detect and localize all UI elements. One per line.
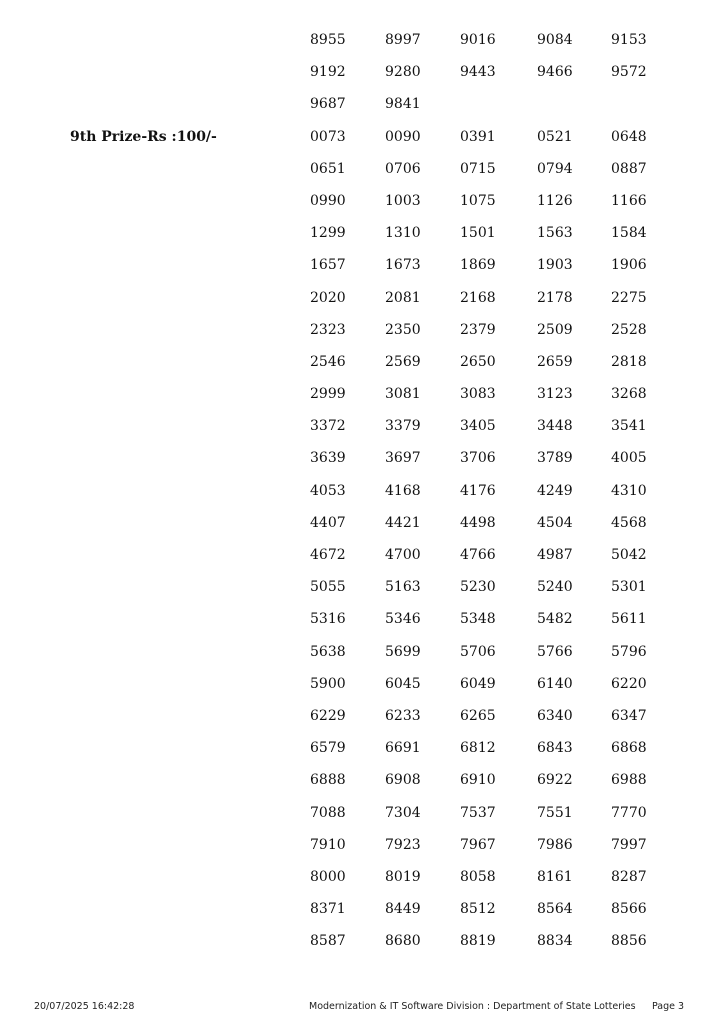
ticket-number: 6843 [537, 740, 573, 757]
ticket-number-row [0, 378, 724, 410]
ticket-number: 3405 [460, 418, 496, 435]
ticket-number: 4249 [537, 482, 573, 499]
prize-label: 9th Prize-Rs :100/- [70, 128, 217, 145]
ticket-number: 0648 [611, 128, 647, 145]
ticket-number: 9466 [537, 64, 573, 81]
ticket-number-row [0, 346, 724, 378]
ticket-number: 8834 [537, 933, 573, 950]
ticket-number: 0887 [611, 160, 647, 177]
ticket-number: 3268 [611, 386, 647, 403]
ticket-number-row [0, 217, 724, 249]
ticket-number: 1673 [385, 257, 421, 274]
ticket-number: 9443 [460, 64, 496, 81]
ticket-number: 0706 [385, 160, 421, 177]
ticket-number: 4005 [611, 450, 647, 467]
ticket-number: 5346 [385, 611, 421, 628]
ticket-number-row [0, 282, 724, 314]
ticket-number: 4987 [537, 547, 573, 563]
ticket-number: 0090 [385, 128, 421, 145]
ticket-number: 3379 [385, 418, 421, 435]
ticket-number: 5611 [611, 611, 647, 628]
ticket-number: 2569 [385, 353, 421, 370]
ticket-number: 9153 [611, 32, 647, 48]
ticket-number: 2168 [460, 289, 496, 306]
ticket-number: 3448 [537, 418, 573, 435]
ticket-number: 6233 [385, 707, 421, 724]
ticket-number-row [0, 668, 724, 700]
prize-section [0, 121, 724, 958]
ticket-number: 8564 [537, 901, 573, 918]
ticket-number: 6868 [611, 740, 647, 757]
ticket-number: 1903 [537, 257, 573, 274]
ticket-number: 5240 [537, 579, 573, 596]
ticket-number: 4168 [385, 482, 421, 499]
ticket-number: 1501 [460, 225, 496, 242]
ticket-number: 5482 [537, 611, 573, 628]
ticket-number-row [0, 442, 724, 474]
ticket-number: 0391 [460, 128, 496, 145]
ticket-number: 0521 [537, 128, 573, 145]
ticket-number: 5796 [611, 643, 647, 660]
ticket-number: 3081 [385, 386, 421, 403]
ticket-number: 8058 [460, 868, 496, 885]
ticket-number: 6988 [611, 772, 647, 789]
ticket-number: 4498 [460, 514, 496, 531]
ticket-number: 6922 [537, 772, 573, 789]
ticket-number-row [0, 829, 724, 861]
ticket-number: 7770 [611, 804, 647, 821]
ticket-number: 6579 [310, 740, 346, 757]
ticket-number: 7923 [385, 836, 421, 853]
ticket-number: 6229 [310, 707, 346, 724]
ticket-number: 9192 [310, 64, 346, 81]
ticket-number: 7910 [310, 836, 346, 853]
ticket-number: 4053 [310, 482, 346, 499]
ticket-number: 1299 [310, 225, 346, 242]
ticket-number: 9280 [385, 64, 421, 81]
ticket-number: 1584 [611, 225, 647, 242]
ticket-number-row [0, 56, 724, 88]
ticket-number: 8019 [385, 868, 421, 885]
ticket-number: 6347 [611, 707, 647, 724]
ticket-number: 3706 [460, 450, 496, 467]
ticket-number-row [0, 185, 724, 217]
ticket-number: 3789 [537, 450, 573, 467]
ticket-number: 7551 [537, 804, 573, 821]
ticket-number: 8955 [310, 32, 346, 48]
ticket-number: 2546 [310, 353, 346, 370]
ticket-number: 5348 [460, 611, 496, 628]
ticket-number: 8287 [611, 868, 647, 885]
ticket-number: 9016 [460, 32, 496, 48]
ticket-number: 4176 [460, 482, 496, 499]
ticket-number-row [0, 797, 724, 829]
ticket-number: 8680 [385, 933, 421, 950]
ticket-number-row [0, 636, 724, 668]
ticket-number-row [0, 700, 724, 732]
ticket-number: 1906 [611, 257, 647, 274]
ticket-number: 2999 [310, 386, 346, 403]
ticket-number: 8000 [310, 868, 346, 885]
ticket-number: 0990 [310, 192, 346, 209]
ticket-number-row [0, 893, 724, 925]
ticket-number: 4672 [310, 547, 346, 563]
ticket-number: 6908 [385, 772, 421, 789]
ticket-number-row [0, 410, 724, 442]
footer-timestamp: 20/07/2025 16:42:28 [34, 1001, 135, 1012]
ticket-number: 2178 [537, 289, 573, 306]
ticket-number: 2275 [611, 289, 647, 306]
ticket-number: 2509 [537, 321, 573, 338]
ticket-number-row [0, 153, 724, 185]
ticket-number: 4568 [611, 514, 647, 531]
ticket-number-row [0, 732, 724, 764]
ticket-number: 4407 [310, 514, 346, 531]
ticket-number: 2020 [310, 289, 346, 306]
ticket-number: 9084 [537, 32, 573, 48]
ticket-number-row [0, 571, 724, 603]
ticket-number: 8371 [310, 901, 346, 918]
prize-section [0, 24, 724, 121]
ticket-number: 6220 [611, 675, 647, 692]
ticket-number: 5638 [310, 643, 346, 660]
ticket-number: 5163 [385, 579, 421, 596]
ticket-number: 2323 [310, 321, 346, 338]
ticket-number: 8512 [460, 901, 496, 918]
ticket-number: 2081 [385, 289, 421, 306]
ticket-number: 5230 [460, 579, 496, 596]
ticket-number: 1003 [385, 192, 421, 209]
ticket-number: 3083 [460, 386, 496, 403]
ticket-number: 9687 [310, 96, 346, 113]
ticket-number: 8161 [537, 868, 573, 885]
ticket-number: 5042 [611, 547, 647, 563]
ticket-number: 2379 [460, 321, 496, 338]
ticket-number: 1310 [385, 225, 421, 242]
ticket-number: 8997 [385, 32, 421, 48]
ticket-number: 3697 [385, 450, 421, 467]
ticket-number: 4310 [611, 482, 647, 499]
ticket-number: 1075 [460, 192, 496, 209]
page-footer [0, 1000, 724, 1014]
ticket-number: 4504 [537, 514, 573, 531]
ticket-number-row [0, 539, 724, 571]
ticket-number: 0794 [537, 160, 573, 177]
footer-page-number: Page 3 [652, 1001, 685, 1012]
ticket-number: 0651 [310, 160, 346, 177]
ticket-number: 9572 [611, 64, 647, 81]
ticket-number: 1166 [611, 192, 647, 209]
ticket-number: 8449 [385, 901, 421, 918]
ticket-number: 9841 [385, 96, 421, 113]
ticket-number: 0715 [460, 160, 496, 177]
ticket-number: 4700 [385, 547, 421, 563]
ticket-number-row [0, 861, 724, 893]
ticket-number: 3372 [310, 418, 346, 435]
ticket-number: 6340 [537, 707, 573, 724]
ticket-number: 6812 [460, 740, 496, 757]
ticket-number: 7537 [460, 804, 496, 821]
ticket-number: 6910 [460, 772, 496, 789]
ticket-number: 4766 [460, 547, 496, 563]
ticket-number: 6140 [537, 675, 573, 692]
ticket-number: 6049 [460, 675, 496, 692]
ticket-number: 7986 [537, 836, 573, 853]
ticket-number: 8566 [611, 901, 647, 918]
ticket-number: 6691 [385, 740, 421, 757]
ticket-number: 5055 [310, 579, 346, 596]
ticket-number-row [0, 121, 724, 153]
ticket-number-row [0, 249, 724, 281]
ticket-number: 3541 [611, 418, 647, 435]
ticket-number-row [0, 507, 724, 539]
ticket-number: 2659 [537, 353, 573, 370]
ticket-number: 2650 [460, 353, 496, 370]
footer-division: Modernization & IT Software Division : Department of State Lotteries [309, 1001, 636, 1012]
ticket-number: 2528 [611, 321, 647, 338]
ticket-number: 5766 [537, 643, 573, 660]
ticket-number: 8819 [460, 933, 496, 950]
ticket-number: 5706 [460, 643, 496, 660]
ticket-number: 3123 [537, 386, 573, 403]
ticket-number: 7304 [385, 804, 421, 821]
ticket-number: 1657 [310, 257, 346, 274]
ticket-number: 5699 [385, 643, 421, 660]
ticket-number: 4421 [385, 514, 421, 531]
ticket-number: 5316 [310, 611, 346, 628]
ticket-number-row [0, 603, 724, 635]
ticket-number: 2818 [611, 353, 647, 370]
ticket-number: 7967 [460, 836, 496, 853]
prize-sections [0, 24, 724, 957]
ticket-number-row [0, 925, 724, 957]
ticket-number-row [0, 24, 724, 56]
ticket-number: 0073 [310, 128, 346, 145]
ticket-number: 8856 [611, 933, 647, 950]
ticket-number: 7088 [310, 804, 346, 821]
ticket-number: 6265 [460, 707, 496, 724]
ticket-number: 1869 [460, 257, 496, 274]
ticket-number: 7997 [611, 836, 647, 853]
ticket-number: 6045 [385, 675, 421, 692]
ticket-number-row [0, 475, 724, 507]
ticket-number: 1563 [537, 225, 573, 242]
ticket-number: 8587 [310, 933, 346, 950]
ticket-number: 5900 [310, 675, 346, 692]
ticket-number-row [0, 764, 724, 796]
ticket-number: 6888 [310, 772, 346, 789]
ticket-number: 1126 [537, 192, 573, 209]
ticket-number: 5301 [611, 579, 647, 596]
ticket-number-row [0, 314, 724, 346]
ticket-number: 3639 [310, 450, 346, 467]
ticket-number-row [0, 88, 724, 120]
ticket-number: 2350 [385, 321, 421, 338]
